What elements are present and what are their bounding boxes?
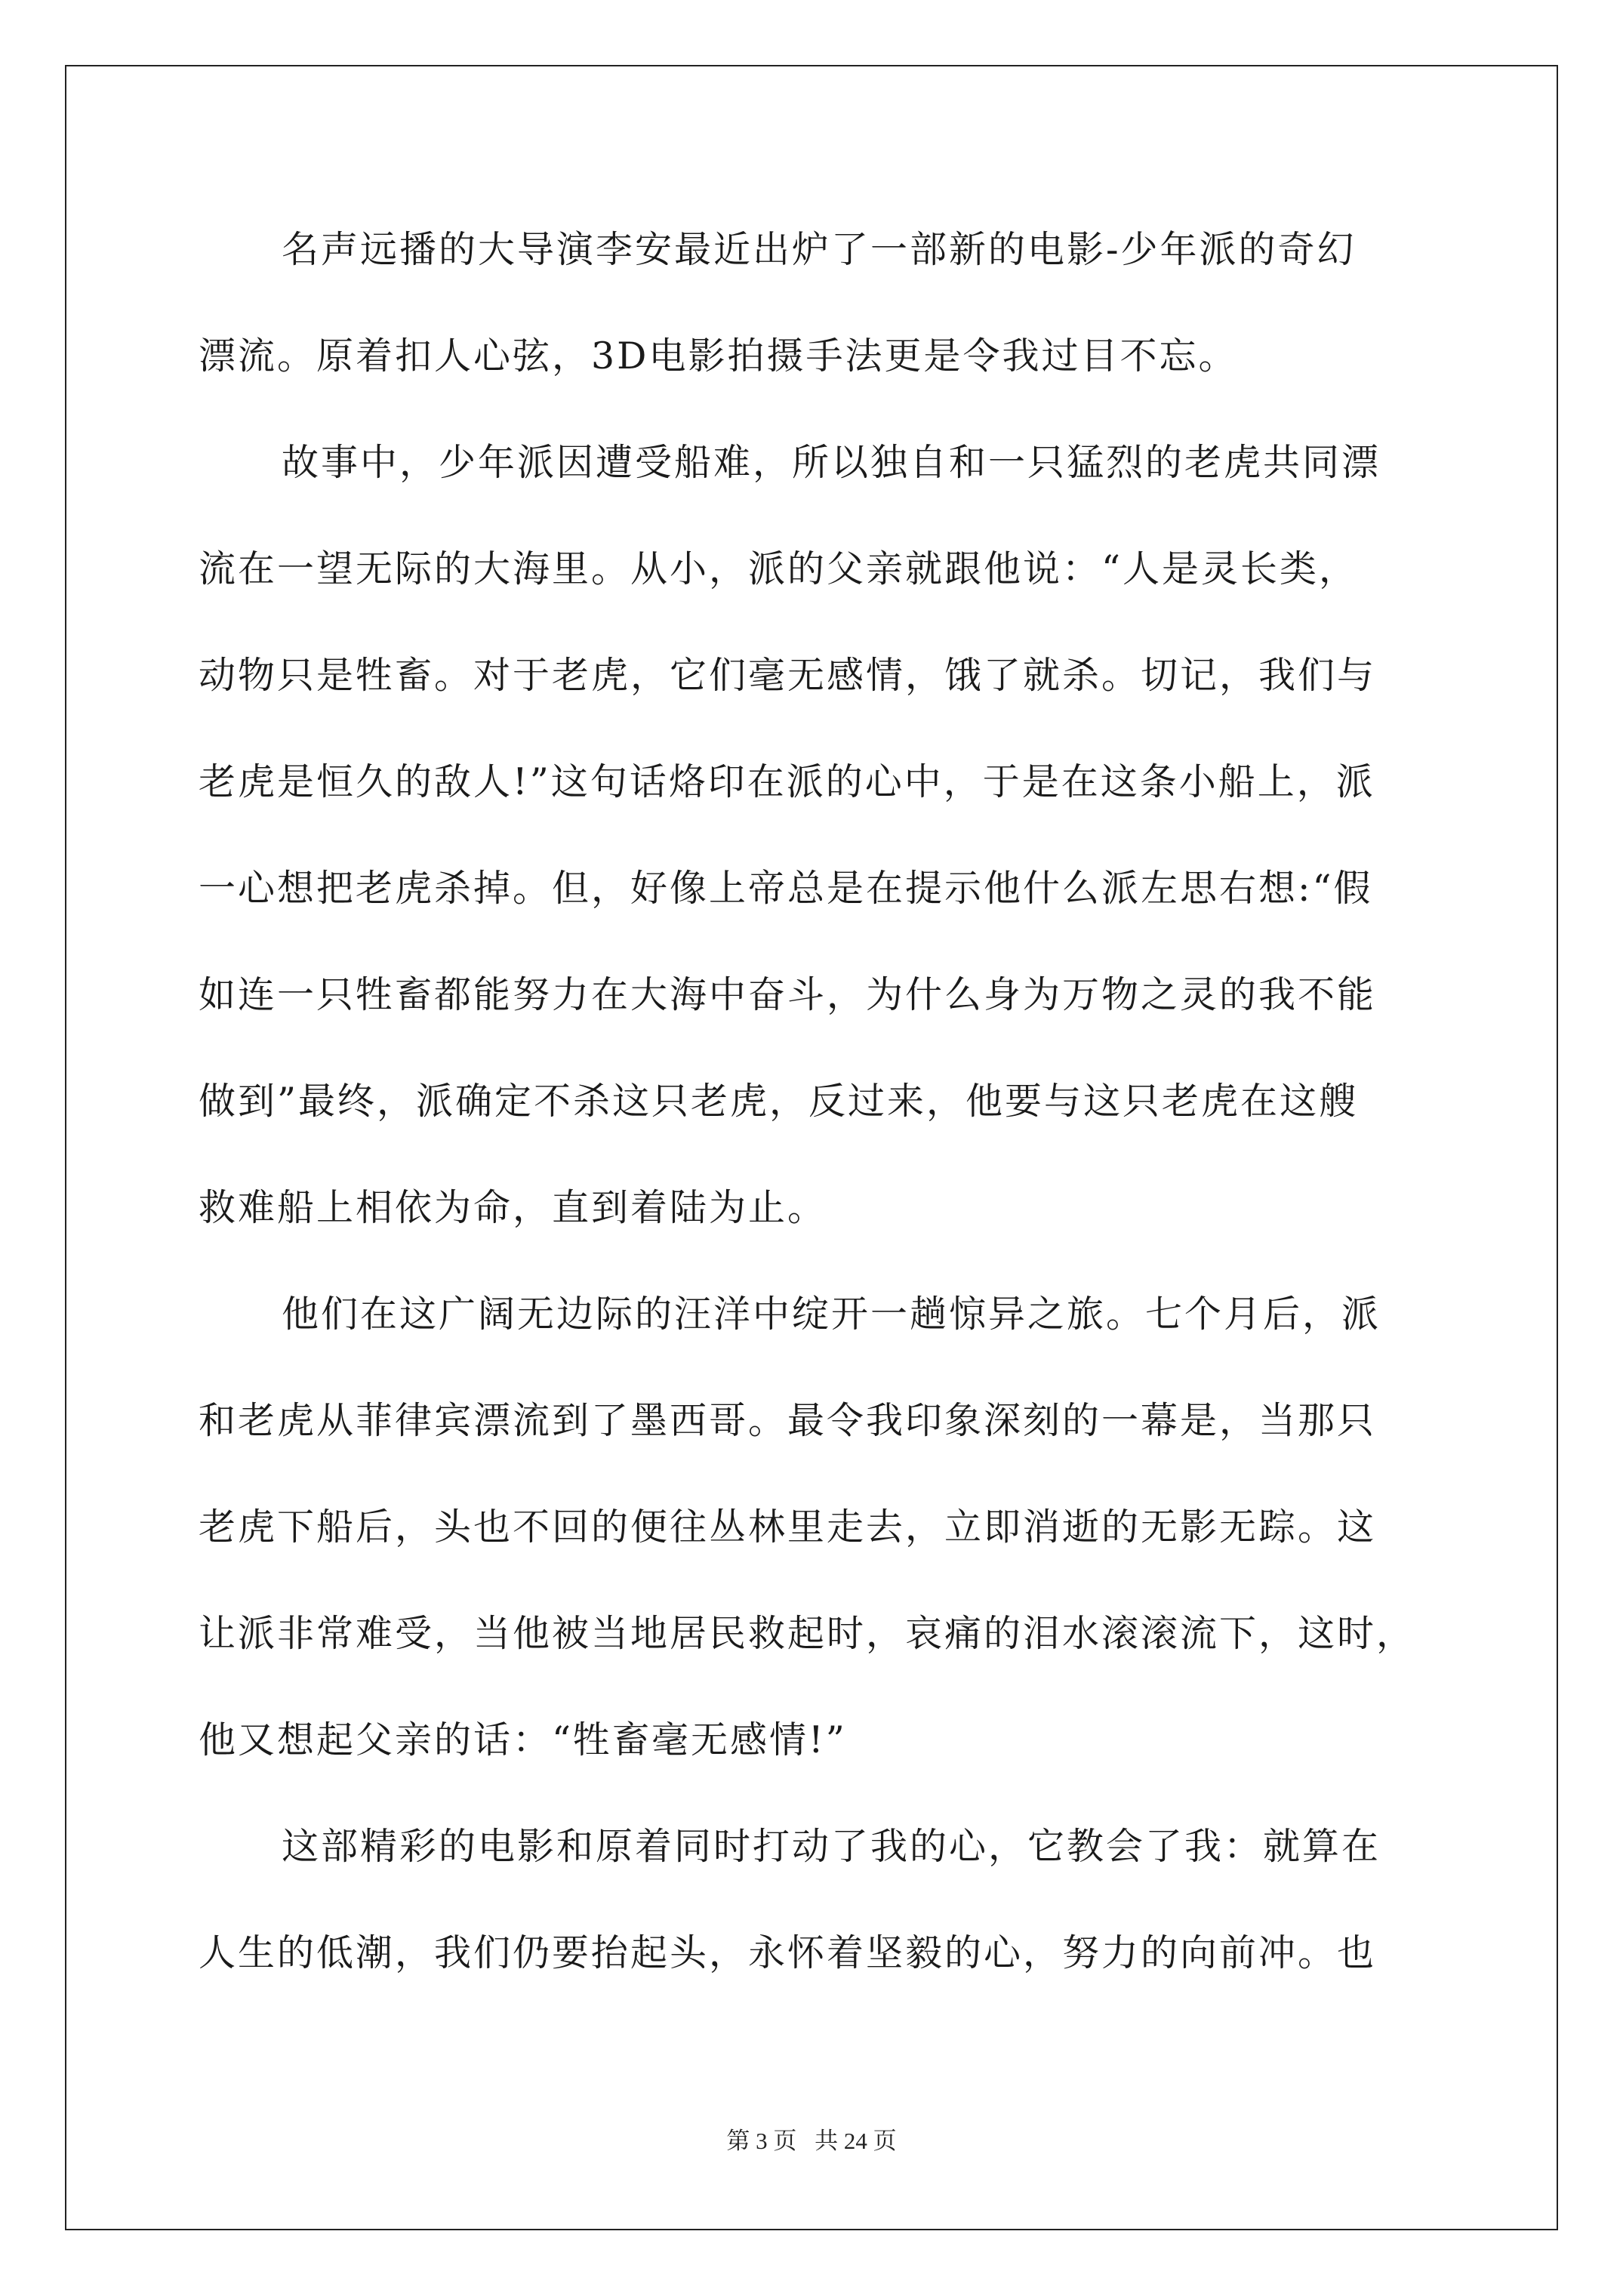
text-line: 这部精彩的电影和原着同时打动了我的心，它教会了我：就算在 <box>282 1825 1381 1868</box>
text-line: 名声远播的大导演李安最近出炉了一部新的电影-少年派的奇幻 <box>282 228 1357 271</box>
text-line: 人生的低潮，我们仍要抬起头，永怀着坚毅的心，努力的向前冲。也 <box>199 1931 1377 1974</box>
text-line: 故事中，少年派因遭受船难，所以独自和一只猛烈的老虎共同漂 <box>282 441 1381 484</box>
text-line: 让派非常难受，当他被当地居民救起时，哀痛的泪水滚滚流下，这时， <box>199 1612 1416 1655</box>
text-line: 做到”最终，派确定不杀这只老虎，反过来，他要与这只老虎在这艘 <box>199 1080 1359 1123</box>
text-line: 老虎下船后，头也不回的便往丛林里走去，立即消逝的无影无踪。这 <box>199 1505 1377 1549</box>
page-total: 共 24 页 <box>815 2128 897 2154</box>
text-line: 如连一只牲畜都能努力在大海中奋斗，为什么身为万物之灵的我不能 <box>199 973 1377 1016</box>
text-line: 他又想起父亲的话：“牲畜毫无感情!” <box>199 1718 847 1761</box>
text-line: 漂流。原着扣人心弦，3D电影拍摄手法更是令我过目不忘。 <box>199 334 1238 378</box>
text-line: 老虎是恒久的敌人!”这句话烙印在派的心中，于是在这条小船上，派 <box>199 760 1375 803</box>
text-line: 一心想把老虎杀掉。但，好像上帝总是在提示他什么派左思右想:“假 <box>199 867 1373 910</box>
page-footer <box>0 2122 1623 2156</box>
text-line: 流在一望无际的大海里。从小，派的父亲就跟他说：“人是灵长类， <box>199 547 1359 590</box>
text-line: 救难船上相依为命，直到着陆为止。 <box>199 1186 827 1229</box>
text-line: 他们在这广阔无边际的汪洋中绽开一趟惊异之旅。七个月后，派 <box>282 1293 1381 1336</box>
page-number: 第 3 页 <box>726 2128 797 2154</box>
text-line: 动物只是牲畜。对于老虎，它们毫无感情，饿了就杀。切记，我们与 <box>199 654 1377 697</box>
document-body <box>199 219 1437 2029</box>
text-line: 和老虎从菲律宾漂流到了墨西哥。最令我印象深刻的一幕是，当那只 <box>199 1399 1377 1442</box>
